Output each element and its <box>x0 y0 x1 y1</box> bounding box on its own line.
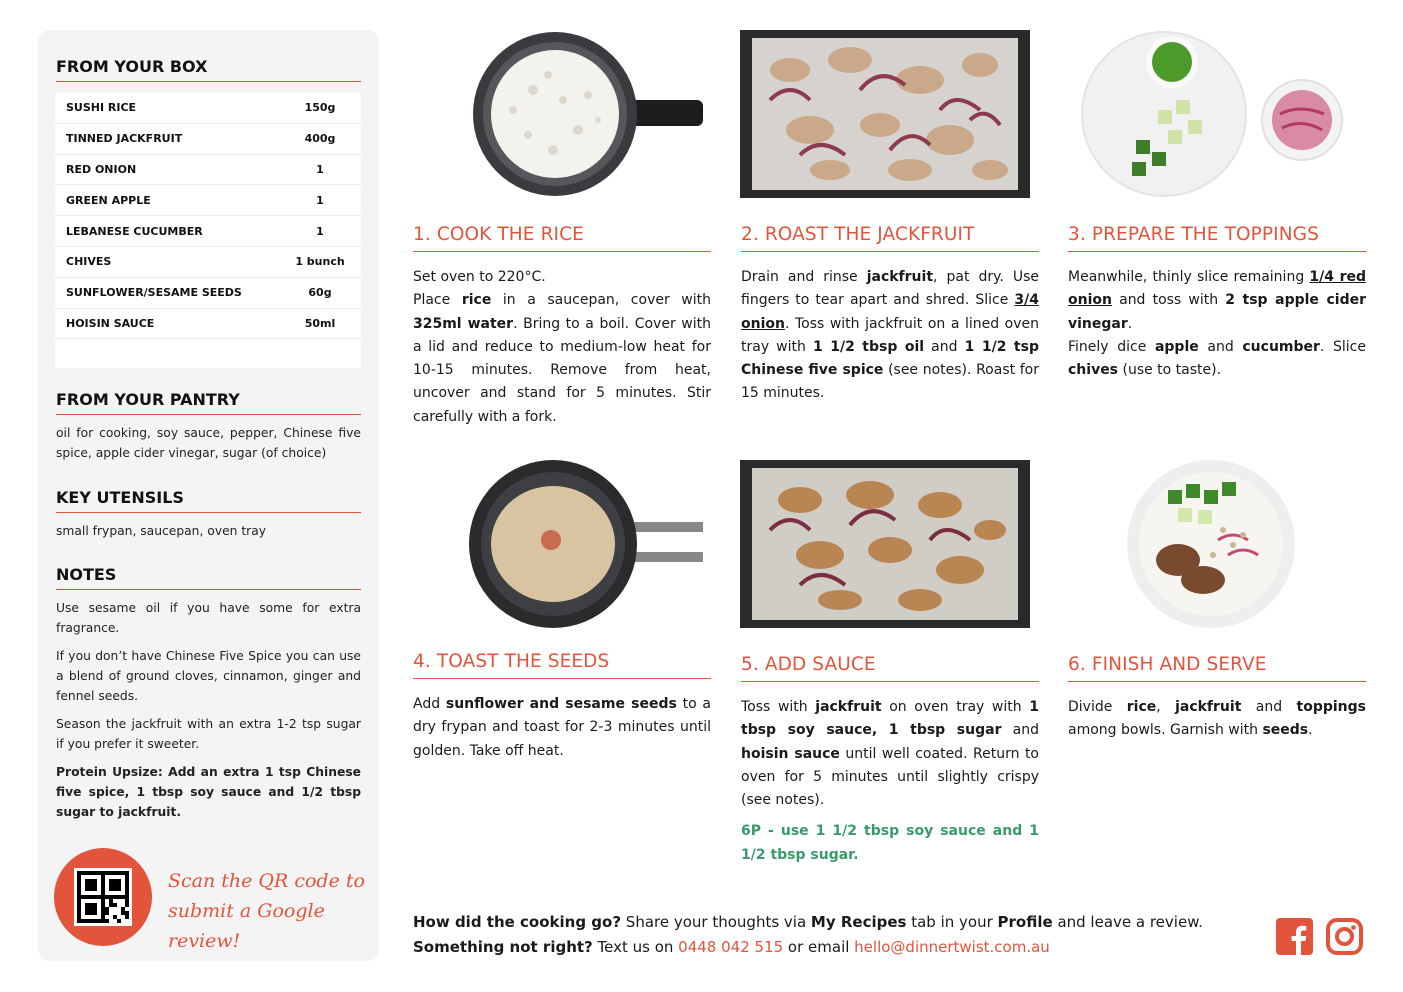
step-text: and <box>1241 699 1297 715</box>
step-6-image <box>1068 460 1358 628</box>
box-title: FROM YOUR BOX <box>56 57 361 82</box>
notes-list <box>56 598 361 830</box>
ingredient-name: GREEN APPLE <box>66 193 151 207</box>
profile-link[interactable]: Profile <box>997 913 1053 931</box>
step-text: seeds <box>1262 722 1309 739</box>
step-text: Place <box>413 292 462 309</box>
ingredient-row <box>55 124 361 155</box>
footer-text: Share your thoughts via <box>621 913 811 931</box>
footer-text: and leave a review. <box>1052 913 1203 931</box>
qr-code-icon[interactable] <box>74 868 132 926</box>
step-text: jackfruit <box>1175 699 1242 715</box>
step-note: 6P - use 1 1/2 tbsp soy sauce and 1 1/2 tbsp sugar. <box>741 823 1039 863</box>
footer-line-2 <box>413 935 1233 960</box>
ingredient-name: RED ONION <box>66 162 137 176</box>
step-text: Add <box>413 696 446 712</box>
step-1-title: 1. COOK THE RICE <box>413 224 711 252</box>
ingredients-table <box>55 93 361 368</box>
step-text: Set oven to 220°C. <box>413 269 546 285</box>
step-5-body <box>741 696 1039 867</box>
step-text: . Slice <box>1319 338 1366 355</box>
step-text: and <box>1198 338 1243 355</box>
step-text: Toss with <box>741 699 816 715</box>
step-text: jackfruit <box>815 699 882 715</box>
step-text: 1 1/2 tbsp oil <box>812 338 925 355</box>
step-text: Finely dice <box>1068 338 1155 355</box>
ingredient-row <box>55 309 361 340</box>
footer-text: Text us on <box>592 938 679 956</box>
pantry-text: oil for cooking, soy sauce, pepper, Chinese five spice, apple cider vinegar, sugar (of choice) <box>56 426 361 460</box>
footer-question: How did the cooking go? <box>413 913 622 931</box>
step-text: . Toss with jackfruit on a lined oven tray with <box>741 315 1039 355</box>
qr-badge[interactable] <box>54 848 152 946</box>
ingredient-qty: 400g <box>304 132 336 146</box>
step-1-body <box>413 266 711 429</box>
step-5-image <box>740 460 1030 628</box>
step-text: 1/4 red onion <box>1068 269 1366 309</box>
step-text: on oven tray with <box>881 699 1030 715</box>
facebook-icon[interactable] <box>1276 918 1313 955</box>
step-text: 3/4 onion <box>741 292 1039 332</box>
step-text: and <box>924 338 965 355</box>
ingredient-row <box>55 216 361 247</box>
step-text: until well coated. Return to oven for 5 minutes until slightly crispy (see notes). <box>741 745 1039 809</box>
my-recipes-link[interactable]: My Recipes <box>810 913 907 931</box>
step-text: 2 tsp apple cider vinegar <box>1068 292 1367 332</box>
ingredient-row <box>55 247 361 278</box>
step-text: (use to taste). <box>1118 362 1222 379</box>
step-text: . <box>1308 722 1313 739</box>
footer-line-1 <box>413 910 1233 935</box>
footer-text: tab in your <box>906 913 998 931</box>
ingredient-name: HOISIN SAUCE <box>66 316 155 330</box>
email-link[interactable]: hello@dinnertwist.com.au <box>854 938 1050 956</box>
step-text: . <box>1127 315 1133 332</box>
step-text: (see notes). Roast for 15 minutes. <box>741 362 1039 402</box>
step-text: cucumber <box>1242 338 1320 355</box>
step-4-image <box>413 460 703 628</box>
pantry-title: FROM YOUR PANTRY <box>56 390 361 415</box>
step-6-body <box>1068 696 1366 743</box>
ingredient-name: SUSHI RICE <box>66 101 137 115</box>
qr-caption <box>168 866 368 956</box>
utensils-title: KEY UTENSILS <box>56 488 361 513</box>
notes-title: NOTES <box>56 565 361 590</box>
step-6-title: 6. FINISH AND SERVE <box>1068 654 1366 682</box>
ingredient-row <box>55 278 361 309</box>
note-item: Use sesame oil if you have some for extra fragrance. <box>56 601 361 635</box>
footer-question: Something not right? <box>413 938 593 956</box>
ingredient-row <box>55 93 361 124</box>
step-text: . Bring to a boil. Cover with a lid and reduce to medium-low heat for 10-15 minutes. Remove from heat, uncover and stand for 5 minutes. Stir carefully with a fork. <box>413 315 711 425</box>
step-text: chives <box>1068 362 1119 379</box>
step-4-body <box>413 693 711 763</box>
ingredient-qty: 1 <box>316 162 324 176</box>
ingredient-qty: 50ml <box>304 316 336 330</box>
step-text: , pat dry. Use fingers to tear apart and shred. Slice <box>741 269 1040 309</box>
step-text: Meanwhile, thinly slice remaining <box>1068 269 1310 285</box>
ingredient-qty: 150g <box>304 101 336 115</box>
step-text: , <box>1156 699 1176 715</box>
step-4-title: 4. TOAST THE SEEDS <box>413 651 711 679</box>
ingredient-name: CHIVES <box>66 255 112 269</box>
note-item: If you don’t have Chinese Five Spice you can use a blend of ground cloves, cinnamon, ginger and fennel seeds. <box>56 649 361 703</box>
step-text: sunflower and sesame seeds <box>445 696 677 712</box>
step-text: jackfruit <box>866 269 934 285</box>
step-3-image <box>1068 30 1358 198</box>
step-2-image <box>740 30 1030 198</box>
ingredient-qty: 60g <box>308 286 332 300</box>
qr-caption-line: submit a Google review! <box>168 900 325 952</box>
ingredient-name: LEBANESE CUCUMBER <box>66 224 203 238</box>
step-text: in a saucepan, cover with <box>491 292 712 309</box>
step-2-body <box>741 266 1039 406</box>
step-3-body <box>1068 266 1366 382</box>
step-text: Drain and rinse <box>741 269 867 285</box>
sidebar <box>38 30 379 961</box>
ingredient-qty: 1 bunch <box>295 255 345 269</box>
step-text: among bowls. Garnish with <box>1068 722 1263 739</box>
step-text: 325ml water <box>413 315 514 332</box>
step-text: Divide <box>1068 699 1127 715</box>
footer <box>413 910 1233 960</box>
ingredient-qty: 1 <box>316 224 324 238</box>
step-text: toppings <box>1296 699 1366 715</box>
step-text: apple <box>1154 338 1199 355</box>
instagram-icon[interactable] <box>1326 918 1363 955</box>
qr-caption-line: Scan the QR code to <box>168 870 365 892</box>
note-item: Season the jackfruit with an extra 1-2 tsp sugar if you prefer it sweeter. <box>56 717 361 751</box>
step-text: and toss with <box>1111 292 1226 309</box>
step-5-title: 5. ADD SAUCE <box>741 654 1039 682</box>
step-text: 1 1/2 tsp Chinese five spice <box>741 338 1039 379</box>
step-text: to a dry frypan and toast for 2-3 minutes until golden. Take off heat. <box>413 696 711 759</box>
step-text: rice <box>1126 699 1157 715</box>
phone-link[interactable]: 0448 042 515 <box>678 938 784 956</box>
step-text: 1 tbsp soy sauce, 1 tbsp sugar <box>741 699 1039 739</box>
note-item-protein: Protein Upsize: Add an extra 1 tsp Chinese five spice, 1 tbsp soy sauce and 1/2 tbsp sugar to jackfruit. <box>56 765 361 819</box>
step-3-title: 3. PREPARE THE TOPPINGS <box>1068 224 1366 252</box>
step-2-title: 2. ROAST THE JACKFRUIT <box>741 224 1039 252</box>
ingredient-qty: 1 <box>316 193 324 207</box>
ingredient-name: SUNFLOWER/SESAME SEEDS <box>66 286 242 300</box>
step-text: hoisin sauce <box>741 745 840 762</box>
ingredient-row <box>55 155 361 186</box>
step-1-image <box>413 30 703 198</box>
ingredient-name: TINNED JACKFRUIT <box>66 132 183 146</box>
step-text: rice <box>461 292 492 309</box>
footer-text: or email <box>783 938 855 956</box>
utensils-text: small frypan, saucepan, oven tray <box>56 524 267 538</box>
ingredient-row <box>55 185 361 216</box>
step-text: and <box>1001 722 1039 739</box>
